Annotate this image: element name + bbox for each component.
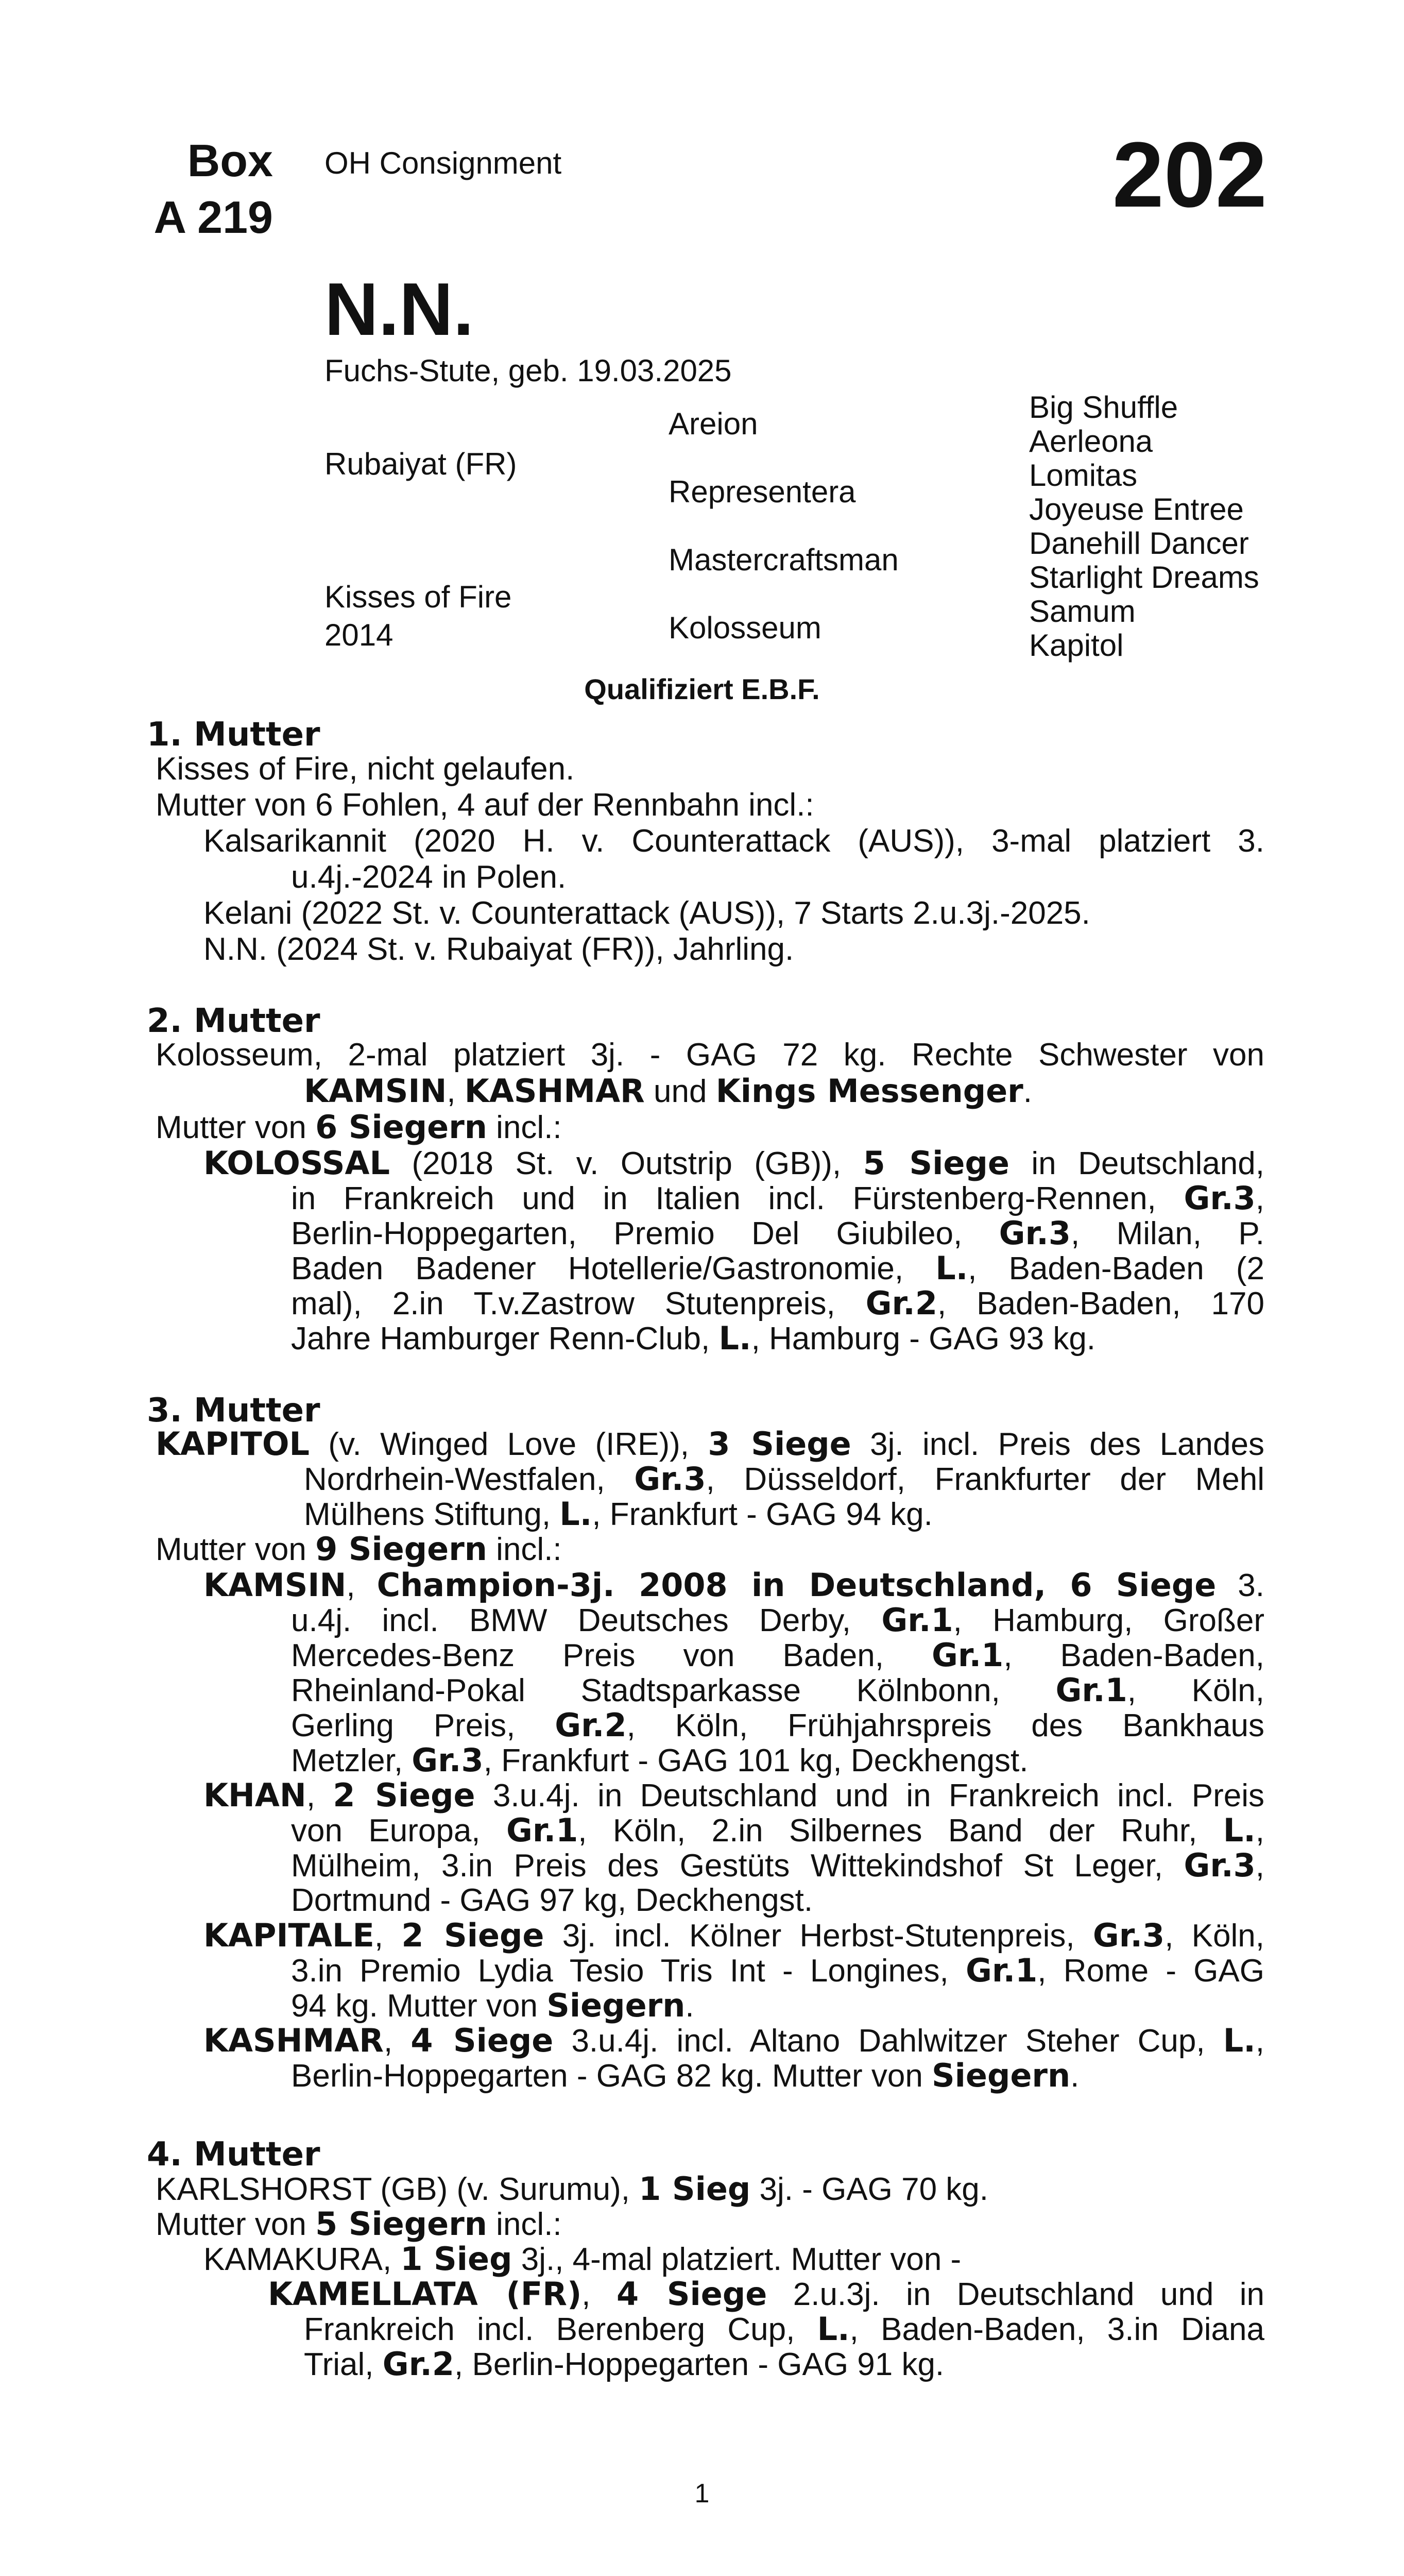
lot-number: 202 bbox=[1112, 123, 1267, 227]
qualifier-note: Qualifiziert E.B.F. bbox=[584, 673, 820, 705]
produce-entry-kolossal: KOLOSSAL (2018 St. v. Outstrip (GB)), 5 Siege in Deutschland, bbox=[203, 1144, 1264, 1182]
pedigree-great-grandparent: Starlight Dreams bbox=[1029, 560, 1259, 595]
produce-entry: N.N. (2024 St. v. Rubaiyat (FR)), Jahrling. bbox=[203, 931, 794, 967]
pedigree-great-grandparent: Joyeuse Entree bbox=[1029, 492, 1244, 527]
fourth-dam-intro: KARLSHORST (GB) (v. Surumu), 1 Sieg 3j. - GAG 70 kg. bbox=[156, 2170, 989, 2208]
third-dam-intro: KAPITOL (v. Winged Love (IRE)), 3 Siege 3j. incl. Preis des Landes bbox=[156, 1425, 1264, 1463]
produce-entry-kamsin-cont: u.4j. incl. BMW Deutsches Derby, Gr.1, Hamburg, Großer bbox=[291, 1601, 1265, 1639]
horse-name: N.N. bbox=[324, 267, 474, 351]
pedigree-grandparent: Mastercraftsman bbox=[669, 543, 899, 577]
produce-entry-khan: KHAN, 2 Siege 3.u.4j. in Deutschland und in Frankreich incl. Preis bbox=[203, 1776, 1264, 1814]
second-dam-siblings: KAMSIN, KASHMAR und Kings Messenger. bbox=[304, 1072, 1032, 1110]
produce-entry-kapitale: KAPITALE, 2 Siege 3j. incl. Kölner Herbst-Stutenpreis, Gr.3, Köln, bbox=[203, 1917, 1264, 1954]
pedigree-grandparent: Kolosseum bbox=[669, 611, 821, 645]
section-heading-second-dam: 2. Mutter bbox=[147, 1002, 320, 1040]
produce-entry: Kalsarikannit (2020 H. v. Counterattack (AUS)), 3-mal platziert 3. bbox=[203, 823, 1264, 859]
produce-entry-kamsin-cont: Gerling Preis, Gr.2, Köln, Frühjahrspreis des Bankhaus bbox=[291, 1706, 1264, 1744]
fourth-dam-produce: Mutter von 5 Siegern incl.: bbox=[156, 2205, 562, 2243]
produce-entry-kolossal-cont: Baden Badener Hotellerie/Gastronomie, L., Baden-Baden (2 bbox=[291, 1249, 1265, 1287]
produce-entry-kamsin: KAMSIN, Champion-3j. 2008 in Deutschland, 6 Siege 3. bbox=[203, 1566, 1265, 1604]
produce-entry-kolossal-cont: Jahre Hamburger Renn-Club, L., Hamburg - GAG 93 kg. bbox=[291, 1319, 1096, 1357]
page-number: 1 bbox=[694, 2479, 710, 2509]
produce-entry-kamellata-cont: Trial, Gr.2, Berlin-Hoppegarten - GAG 91 kg. bbox=[304, 2345, 945, 2383]
produce-entry-khan-cont: von Europa, Gr.1, Köln, 2.in Silbernes Band der Ruhr, L., bbox=[291, 1811, 1264, 1849]
produce-entry-kamellata: KAMELLATA (FR), 4 Siege 2.u.3j. in Deutschland und in bbox=[268, 2275, 1264, 2313]
third-dam-intro-cont: Nordrhein-Westfalen, Gr.3, Düsseldorf, Frankfurter der Mehl bbox=[304, 1460, 1264, 1498]
section-heading-first-dam: 1. Mutter bbox=[147, 716, 320, 754]
first-dam-produce: Mutter von 6 Fohlen, 4 auf der Rennbahn incl.: bbox=[156, 787, 814, 823]
box-number: A 219 bbox=[153, 192, 273, 243]
produce-entry-kamellata-cont: Frankreich incl. Berenberg Cup, L., Baden-Baden, 3.in Diana bbox=[304, 2310, 1264, 2348]
produce-entry-kamakura: KAMAKURA, 1 Sieg 3j., 4-mal platziert. Mutter von - bbox=[203, 2240, 962, 2278]
pedigree-great-grandparent: Lomitas bbox=[1029, 458, 1138, 493]
pedigree-great-grandparent: Big Shuffle bbox=[1029, 390, 1178, 425]
produce-entry-kashmar: KASHMAR, 4 Siege 3.u.4j. incl. Altano Dahlwitzer Steher Cup, L., bbox=[203, 2022, 1264, 2059]
pedigree-great-grandparent: Danehill Dancer bbox=[1029, 526, 1249, 561]
pedigree-dam-year: 2014 bbox=[324, 618, 393, 652]
pedigree-grandparent: Areion bbox=[669, 406, 758, 441]
first-dam-intro: Kisses of Fire, nicht gelaufen. bbox=[156, 751, 575, 787]
produce-entry-kapitale-cont: 94 kg. Mutter von Siegern. bbox=[291, 1987, 694, 2024]
third-dam-intro-cont: Mülhens Stiftung, L., Frankfurt - GAG 94 kg. bbox=[304, 1495, 933, 1533]
section-heading-third-dam: 3. Mutter bbox=[147, 1392, 320, 1430]
pedigree-great-grandparent: Aerleona bbox=[1029, 424, 1153, 459]
consignor: OH Consignment bbox=[324, 146, 562, 180]
produce-entry-khan-cont: Dortmund - GAG 97 kg, Deckhengst. bbox=[291, 1883, 813, 1918]
second-dam-produce: Mutter von 6 Siegern incl.: bbox=[156, 1108, 562, 1146]
produce-entry: Kelani (2022 St. v. Counterattack (AUS)), 7 Starts 2.u.3j.-2025. bbox=[203, 895, 1090, 931]
produce-entry-kolossal-cont: mal), 2.in T.v.Zastrow Stutenpreis, Gr.2, Baden-Baden, 170 bbox=[291, 1284, 1264, 1322]
pedigree-dam: Kisses of Fire bbox=[324, 580, 512, 614]
produce-entry-kamsin-cont: Mercedes-Benz Preis von Baden, Gr.1, Baden-Baden, bbox=[291, 1636, 1264, 1674]
third-dam-produce: Mutter von 9 Siegern incl.: bbox=[156, 1530, 562, 1568]
produce-entry-kolossal-cont: in Frankreich und in Italien incl. Fürstenberg-Rennen, Gr.3, bbox=[291, 1179, 1264, 1217]
pedigree-grandparent: Representera bbox=[669, 474, 856, 509]
produce-entry-kamsin-cont: Metzler, Gr.3, Frankfurt - GAG 101 kg, Deckhengst. bbox=[291, 1741, 1029, 1779]
section-heading-fourth-dam: 4. Mutter bbox=[147, 2136, 320, 2174]
produce-entry-kashmar-cont: Berlin-Hoppegarten - GAG 82 kg. Mutter von Siegern. bbox=[291, 2057, 1080, 2094]
box-label: Box bbox=[187, 135, 273, 186]
produce-entry-kolossal-cont: Berlin-Hoppegarten, Premio Del Giubileo, Gr.3, Milan, P. bbox=[291, 1214, 1264, 1252]
horse-description: Fuchs-Stute, geb. 19.03.2025 bbox=[324, 353, 732, 388]
pedigree-sire: Rubaiyat (FR) bbox=[324, 447, 517, 481]
pedigree-great-grandparent: Kapitol bbox=[1029, 628, 1124, 663]
pedigree-great-grandparent: Samum bbox=[1029, 594, 1136, 629]
produce-entry-kamsin-cont: Rheinland-Pokal Stadtsparkasse Kölnbonn, Gr.1, Köln, bbox=[291, 1671, 1264, 1709]
produce-entry-khan-cont: Mülheim, 3.in Preis des Gestüts Wittekindshof St Leger, Gr.3, bbox=[291, 1846, 1264, 1884]
produce-entry-kapitale-cont: 3.in Premio Lydia Tesio Tris Int - Longines, Gr.1, Rome - GAG bbox=[291, 1952, 1264, 1989]
second-dam-intro: Kolosseum, 2-mal platziert 3j. - GAG 72 kg. Rechte Schwester von bbox=[156, 1037, 1264, 1073]
produce-entry: u.4j.-2024 in Polen. bbox=[291, 859, 567, 895]
